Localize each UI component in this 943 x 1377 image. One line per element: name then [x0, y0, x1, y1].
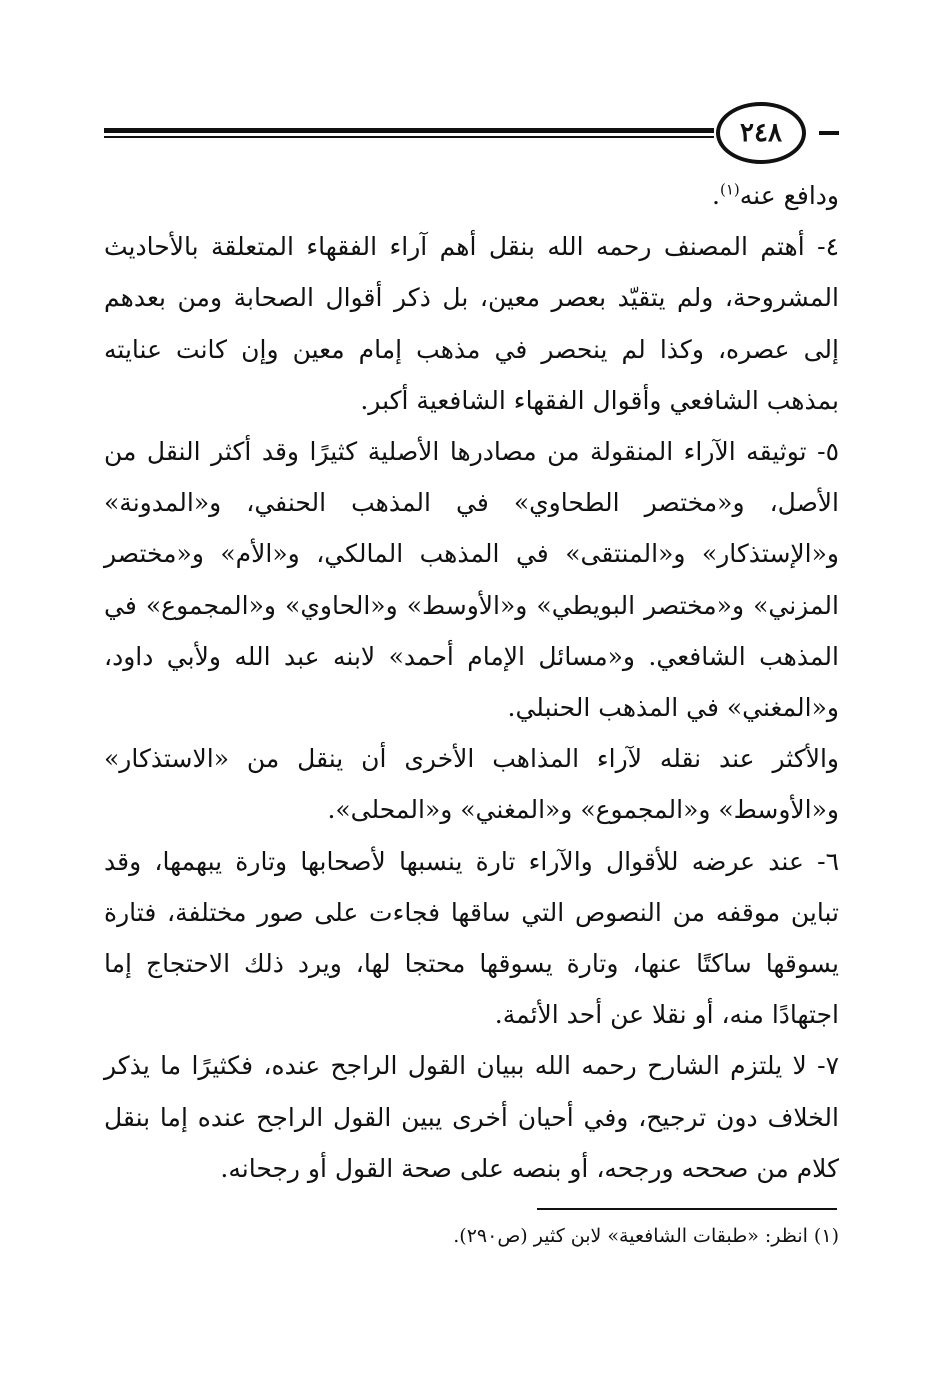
- paragraph-0: [104, 170, 839, 221]
- footnote-reference[interactable]: (١): [720, 180, 740, 199]
- paragraph-5: ٧- لا يلتزم الشارح رحمه الله ببيان القول الراجح عنده، فكثيرًا ما يذكر الخلاف دون ترجيح، وفي أحيان أخرى يبين القول الراجح عنده إما بنقل كلام من صححه ورجحه، أو بنصه على صحة القول أو رجحانه.: [104, 1051, 839, 1183]
- paragraph-0-end: .: [712, 181, 720, 210]
- header-rule-right: [819, 131, 839, 135]
- footnote-divider: [537, 1208, 837, 1210]
- page-header: [104, 100, 839, 170]
- paragraph-0-text: ودافع عنه: [739, 181, 839, 210]
- paragraph-4: ٦- عند عرضه للأقوال والآراء تارة ينسبها لأصحابها وتارة يبهمها، وقد تباين موقفه من النصوص التي ساقها فجاءت على صور مختلفة، فتارة يسوقها ساكتًا عنها، وتارة يسوقها محتجا لها، ويرد ذلك الاحتجاج إما اجتهادًا منه، أو نقلا عن أحد الأئمة.: [104, 846, 839, 1030]
- paragraph-2: ٥- توثيقه الآراء المنقولة من مصادرها الأصلية كثيرًا وقد أكثر النقل من الأصل، و«مختصر الطحاوي» في المذهب الحنفي، و«المدونة» و«الإستذكار» و«المنتقى» في المذهب المالكي، و«الأم» و«مختصر المزني» و«مختصر البويطي» و«الأوسط» و«الحاوي» و«المجموع» في المذهب الشافعي. و«مسائل الإمام أحمد» لابنه عبد الله ولأبي داود، و«المغني» في المذهب الحنبلي.: [104, 437, 839, 723]
- page-body: [104, 170, 839, 1194]
- page-number: ٢٤٨: [740, 118, 782, 148]
- header-rule-thick: [104, 128, 714, 133]
- paragraph-3: والأكثر عند نقله لآراء المذاهب الأخرى أن ينقل من «الاستذكار» و«الأوسط» و«المجموع» و«المغني» و«المحلى».: [104, 744, 839, 825]
- header-rule-thin: [104, 136, 714, 138]
- page-number-badge: [716, 102, 806, 164]
- footnote: (١) انظر: «طبقات الشافعية» لابن كثير (ص٢٩٠).: [453, 1225, 839, 1247]
- paragraph-1: ٤- أهتم المصنف رحمه الله بنقل أهم آراء الفقهاء المتعلقة بالأحاديث المشروحة، ولم يتقيّد بعصر معين، بل ذكر أقوال الصحابة ومن بعدهم إلى عصره، وكذا لم ينحصر في مذهب إمام معين وإن كانت عنايته بمذهب الشافعي وأقوال الفقهاء الشافعية أكبر.: [104, 232, 839, 415]
